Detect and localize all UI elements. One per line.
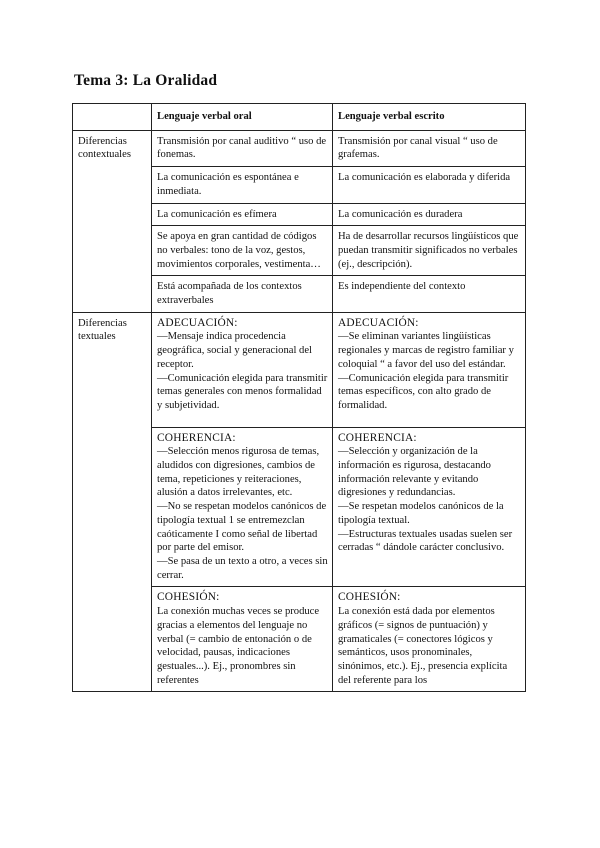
header-empty-cell	[73, 104, 152, 131]
cell-line: —Se respetan modelos canónicos de la tipología textual.	[338, 501, 504, 526]
cell-line: La conexión está dada por elementos gráficos (= signos de puntuación) y gramaticales (= conectores lógicos y semánticos, usos pronominales, sinónimos, etc.). Ej., presencia explícita del referente para los	[338, 606, 508, 686]
cell-escrito-adecuacion	[333, 312, 526, 427]
cell-escrito-cohesion	[333, 587, 526, 692]
cell-line: —No se respetan modelos canónicos de tipología textual 1 se entremezclan caóticamente I como señal de libertad por parte del emisor.	[157, 501, 327, 554]
cell-escrito-coherencia	[333, 427, 526, 587]
table-header-row	[73, 104, 526, 131]
cell-spacer	[157, 413, 328, 423]
cell-oral-cohesion	[152, 587, 333, 692]
cell-oral: Está acompañada de los contextos extraverbales	[152, 276, 333, 312]
cell-line: —Estructuras textuales usadas suelen ser cerradas “ dándole carácter conclusivo.	[338, 528, 513, 554]
cell-escrito: La comunicación es duradera	[333, 203, 526, 226]
cell-oral: La comunicación es espontánea e inmediata.	[152, 167, 333, 203]
cell-line: —Selección y organización de la información es rigurosa, destacando información relevante y evitando digresiones y redundancias.	[338, 446, 491, 499]
comparison-table	[72, 103, 526, 692]
cell-line: —Comunicación elegida para transmitir temas específicos, con alto grado de formalidad.	[338, 372, 509, 411]
cell-line: La conexión muchas veces se produce gracias a elementos del lenguaje no verbal (= cambio de entonación o de velocidad, pausas, indicaciones gestuales...). Ej., pronombres sin referentes	[157, 606, 320, 686]
section-heading: COHERENCIA:	[338, 431, 417, 444]
cell-oral-adecuacion	[152, 312, 333, 427]
header-escrito: Lenguaje verbal escrito	[333, 104, 526, 131]
cell-line: —Selección menos rigurosa de temas, aludidos con digresiones, cambios de tema, repeticiones y reiteraciones, alusión a datos irrelevantes, etc.	[157, 446, 320, 499]
section-heading: COHESIÓN:	[338, 591, 401, 604]
section-heading: ADECUACIÓN:	[157, 316, 238, 329]
row-label-contextual: Diferencias contextuales	[73, 130, 152, 312]
table-row	[73, 130, 526, 166]
cell-oral: La comunicación es efímera	[152, 203, 333, 226]
cell-escrito: Transmisión por canal visual “ uso de grafemas.	[333, 130, 526, 166]
cell-oral: Transmisión por canal auditivo “ uso de fonemas.	[152, 130, 333, 166]
header-oral: Lenguaje verbal oral	[152, 104, 333, 131]
page-title: Tema 3: La Oralidad	[74, 72, 218, 89]
cell-oral-coherencia	[152, 427, 333, 587]
section-heading: COHERENCIA:	[157, 431, 236, 444]
cell-line: —Mensaje indica procedencia geográfica, social y generacional del receptor.	[157, 331, 313, 370]
cell-line: —Comunicación elegida para transmitir temas generales con menos formalidad y subjetividad.	[157, 372, 328, 411]
cell-line: —Se eliminan variantes lingüísticas regionales y marcas de registro familiar y coloquial “ a favor del uso del estándar.	[338, 331, 514, 370]
cell-line: —Se pasa de un texto a otro, a veces sin cerrar.	[157, 555, 328, 581]
section-heading: ADECUACIÓN:	[338, 316, 419, 329]
cell-escrito: La comunicación es elaborada y diferida	[333, 167, 526, 203]
row-label-textual: Diferencias textuales	[73, 312, 152, 692]
table-row-adecuacion	[73, 312, 526, 427]
section-heading: COHESIÓN:	[157, 591, 220, 604]
cell-oral: Se apoya en gran cantidad de códigos no verbales: tono de la voz, gestos, movimientos corporales, vestimenta…	[152, 226, 333, 276]
cell-escrito: Ha de desarrollar recursos lingüísticos que puedan transmitir significados no verbales (ej., descripción).	[333, 226, 526, 276]
cell-escrito: Es independiente del contexto	[333, 276, 526, 312]
